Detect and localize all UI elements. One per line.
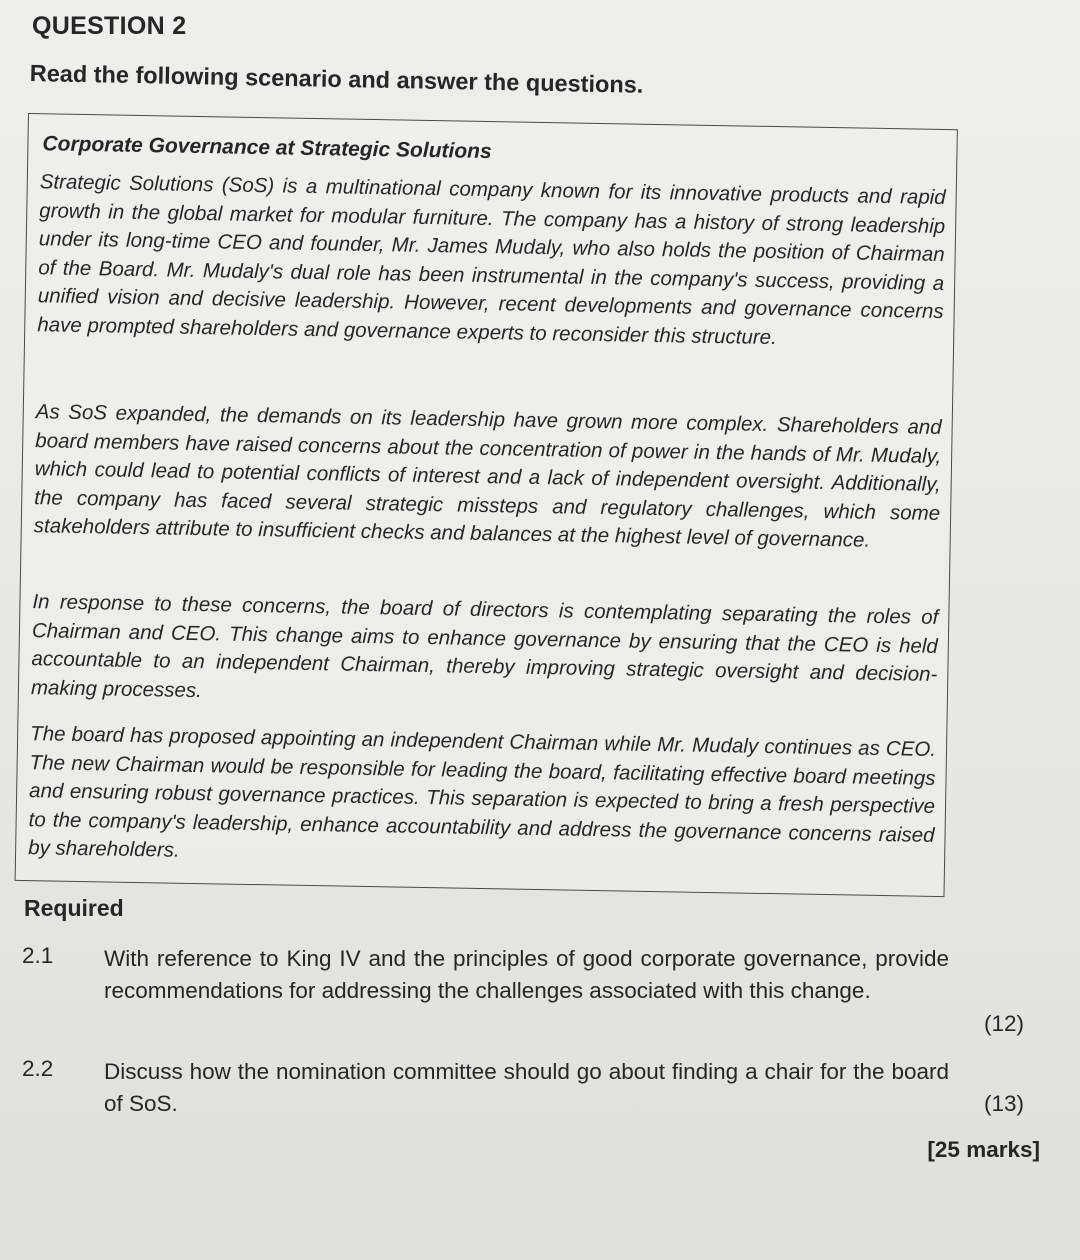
question-text-2-2: Discuss how the nomination committee should go about finding a chair for the board of SoS.: [104, 1059, 949, 1116]
marks-2-2: (13): [983, 1091, 1024, 1116]
required-heading: Required: [24, 895, 124, 921]
question-text-2-1: With reference to King IV and the principles of good corporate governance, provide recommendations for addressing the challenges associated with this change.: [104, 946, 949, 1003]
question-number-2-1: 2.1: [22, 943, 54, 968]
question-number-2-2: 2.2: [22, 1056, 54, 1081]
scenario-paragraph-1: Strategic Solutions (SoS) is a multinational company known for its innovative products and rapid growth in the global market for modular furniture. The company has a history of strong leadership under its long-time CEO and founder, Mr. James Mudaly, who also holds the position of Chairman of the Board. Mr. Mudaly's dual role has been instrumental in the company's success, providing a unified vision and decisive leadership. However, recent developments and governance concerns have prompted shareholders and governance experts to reconsider this structure.: [37, 170, 946, 349]
question-heading: QUESTION 2: [32, 12, 187, 40]
scenario-paragraph-3: In response to these concerns, the board of directors is contemplating separating the roles of Chairman and CEO. This change aims to enhance governance by ensuring that the CEO is held accountable to an independent Chairman, thereby improving strategic oversight and decision-making processes.: [30, 590, 939, 702]
marks-2-1: (12): [983, 1011, 1024, 1036]
scenario-box: [15, 113, 958, 897]
scenario-title: Corporate Governance at Strategic Solutions: [42, 132, 492, 164]
scenario-paragraph-2: As SoS expanded, the demands on its leadership have grown more complex. Shareholders and board members have raised concerns about the concentration of power in the hands of Mr. Mudaly, which could lead to potential conflicts of interest and a lack of independent oversight. Additionally, the company has faced several strategic missteps and regulatory challenges, which some stakeholders attribute to insufficient checks and balances at the highest level of governance.: [33, 400, 942, 552]
scenario-paragraph-4: The board has proposed appointing an independent Chairman while Mr. Mudaly continues as CEO. The new Chairman would be responsible for leading the board, facilitating effective board meetings and ensuring robust governance practices. This separation is expected to bring a fresh perspective to the company's leadership, enhance accountability and address the governance concerns raised by shareholders.: [27, 722, 937, 862]
instruction-text: Read the following scenario and answer the questions.: [29, 60, 644, 98]
total-marks: [25 marks]: [927, 1137, 1040, 1162]
